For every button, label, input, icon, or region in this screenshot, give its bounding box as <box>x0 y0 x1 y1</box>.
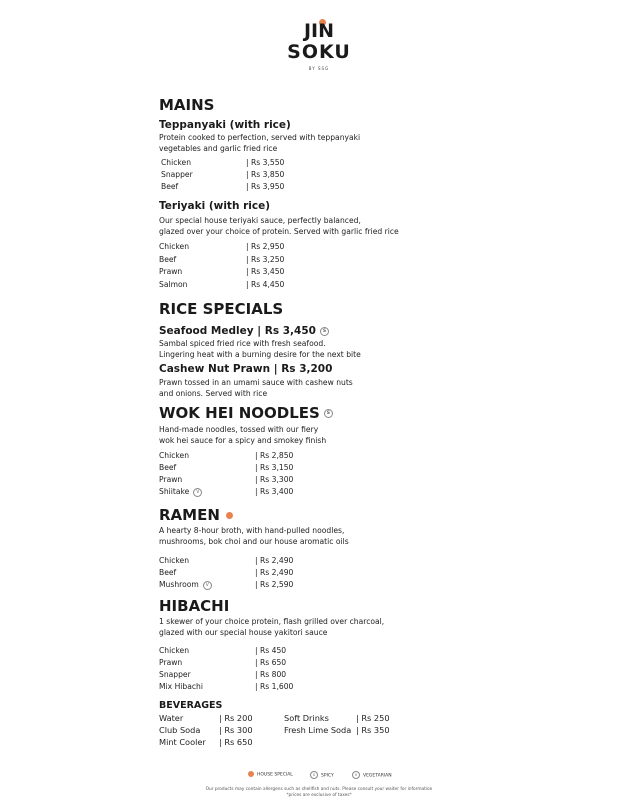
logo-byline: BY SSG <box>308 66 330 71</box>
section-title-rice-specials: RICE SPECIALS <box>159 300 284 318</box>
teriyaki-title: Teriyaki (with rice) <box>159 200 271 212</box>
menu-item-name: Snapper <box>161 170 193 179</box>
menu-item-name: Prawn <box>159 267 183 276</box>
menu-item-price: | Rs 3,950 <box>246 182 285 191</box>
wok-hei-label: WOK HEI NOODLES <box>159 404 320 422</box>
section-title-ramen <box>159 506 233 524</box>
hibachi-desc-2: glazed with our special house yakitori sauce <box>159 628 328 637</box>
menu-item-price: | Rs 4,450 <box>246 280 285 289</box>
menu-item-price: | Rs 2,490 <box>255 568 294 577</box>
ramen-desc-2: mushrooms, bok choi and our house aromatic oils <box>159 537 349 546</box>
brand-logo <box>283 16 355 76</box>
menu-item-name: Shiitake <box>159 487 190 496</box>
beverage-name: Fresh Lime Soda <box>284 725 352 735</box>
legend-vegetarian <box>352 771 392 779</box>
beverage-price: | Rs 350 <box>356 725 390 735</box>
menu-item-price: | Rs 3,300 <box>255 475 294 484</box>
section-title-wok-hei <box>159 404 333 422</box>
hibachi-desc-1: 1 skewer of your choice protein, flash grilled over charcoal, <box>159 617 385 626</box>
menu-item-price: | Rs 3,450 <box>246 267 285 276</box>
teppanyaki-desc-2: vegetables and garlic fried rice <box>159 144 278 153</box>
menu-item-price: | Rs 3,850 <box>246 170 285 179</box>
vegetarian-icon: V <box>193 488 202 497</box>
seafood-medley-title <box>159 325 329 337</box>
menu-item-name: Chicken <box>159 242 190 251</box>
teppanyaki-desc-1: Protein cooked to perfection, served with teppanyaki <box>159 133 361 142</box>
seafood-medley-desc-1: Sambal spiced fried rice with fresh seafood. <box>159 339 326 348</box>
seafood-medley-label: Seafood Medley | Rs 3,450 <box>159 325 316 337</box>
legend-spicy-label: SPICY <box>321 773 334 779</box>
menu-item-name: Chicken <box>159 556 190 565</box>
menu-item-price: | Rs 1,600 <box>255 682 294 691</box>
menu-item-name: Chicken <box>161 158 192 167</box>
vegetarian-icon: V <box>352 771 360 779</box>
menu-item-name: Salmon <box>159 280 188 289</box>
footer-line-1: Our products may contain allergens such as shellfish and nuts. Please consult your waiter for information <box>205 787 433 792</box>
ramen-label: RAMEN <box>159 506 220 524</box>
menu-item-name: Beef <box>159 255 177 264</box>
house-special-icon <box>226 512 233 519</box>
menu-item-name: Beef <box>159 463 177 472</box>
menu-item-name: Mix Hibachi <box>159 682 203 691</box>
menu-item-price: | Rs 2,490 <box>255 556 294 565</box>
beverage-name: Soft Drinks <box>284 713 329 723</box>
menu-item-price: | Rs 450 <box>255 646 287 655</box>
beverage-name: Mint Cooler <box>159 737 206 747</box>
menu-item-name: Prawn <box>159 475 183 484</box>
menu-item-name: Chicken <box>159 646 190 655</box>
beverage-name: Club Soda <box>159 725 201 735</box>
menu-item-name-with-badge <box>159 487 202 497</box>
menu-item-price: | Rs 2,850 <box>255 451 294 460</box>
menu-item-price: | Rs 3,250 <box>246 255 285 264</box>
teppanyaki-title: Teppanyaki (with rice) <box>159 119 291 131</box>
beverage-name: Water <box>159 713 184 723</box>
wok-desc-2: wok hei sauce for a spicy and smokey finish <box>159 436 327 445</box>
logo-line1: JIN <box>303 20 335 42</box>
menu-item-name: Snapper <box>159 670 191 679</box>
legend-house-special <box>248 771 293 778</box>
menu-item-name-with-badge <box>159 580 212 590</box>
footer-line-2: *prices are exclusive of taxes* <box>286 793 352 798</box>
house-special-icon <box>248 771 254 777</box>
teriyaki-desc-2: glazed over your choice of protein. Served with garlic fried rice <box>159 227 399 236</box>
menu-item-price: | Rs 2,950 <box>246 242 285 251</box>
menu-item-price: | Rs 800 <box>255 670 287 679</box>
section-title-mains: MAINS <box>159 96 215 114</box>
legend-spicy <box>310 771 334 779</box>
spicy-icon: S <box>310 771 318 779</box>
beverage-price: | Rs 200 <box>219 713 253 723</box>
spicy-icon: S <box>324 409 333 418</box>
beverage-price: | Rs 300 <box>219 725 253 735</box>
menu-item-name: Chicken <box>159 451 190 460</box>
beverage-price: | Rs 650 <box>219 737 253 747</box>
footer-allergens <box>0 787 638 799</box>
legend-house-label: HOUSE SPECIAL <box>257 772 293 778</box>
logo-line2: SOKU <box>287 41 351 63</box>
beverage-price: | Rs 250 <box>356 713 390 723</box>
menu-item-name: Beef <box>159 568 177 577</box>
seafood-medley-desc-2: Lingering heat with a burning desire for the next bite <box>159 350 361 359</box>
cashew-prawn-title: Cashew Nut Prawn | Rs 3,200 <box>159 363 333 375</box>
section-title-hibachi: HIBACHI <box>159 597 230 615</box>
menu-item-price: | Rs 3,400 <box>255 487 294 496</box>
legend-veg-label: VEGETARIAN <box>363 773 392 779</box>
wok-desc-1: Hand-made noodles, tossed with our fiery <box>159 425 319 434</box>
menu-item-name: Prawn <box>159 658 183 667</box>
vegetarian-icon: V <box>203 581 212 590</box>
menu-item-price: | Rs 3,550 <box>246 158 285 167</box>
ramen-desc-1: A hearty 8-hour broth, with hand-pulled noodles, <box>159 526 345 535</box>
menu-item-price: | Rs 3,150 <box>255 463 294 472</box>
menu-item-name: Mushroom <box>159 580 199 589</box>
cashew-prawn-desc-2: and onions. Served with rice <box>159 389 268 398</box>
menu-item-name: Beef <box>161 182 179 191</box>
menu-item-price: | Rs 650 <box>255 658 287 667</box>
section-title-beverages: BEVERAGES <box>159 700 223 711</box>
teriyaki-desc-1: Our special house teriyaki sauce, perfectly balanced, <box>159 216 361 225</box>
menu-item-price: | Rs 2,590 <box>255 580 294 589</box>
cashew-prawn-desc-1: Prawn tossed in an umami sauce with cashew nuts <box>159 378 353 387</box>
spicy-icon: S <box>320 327 329 336</box>
